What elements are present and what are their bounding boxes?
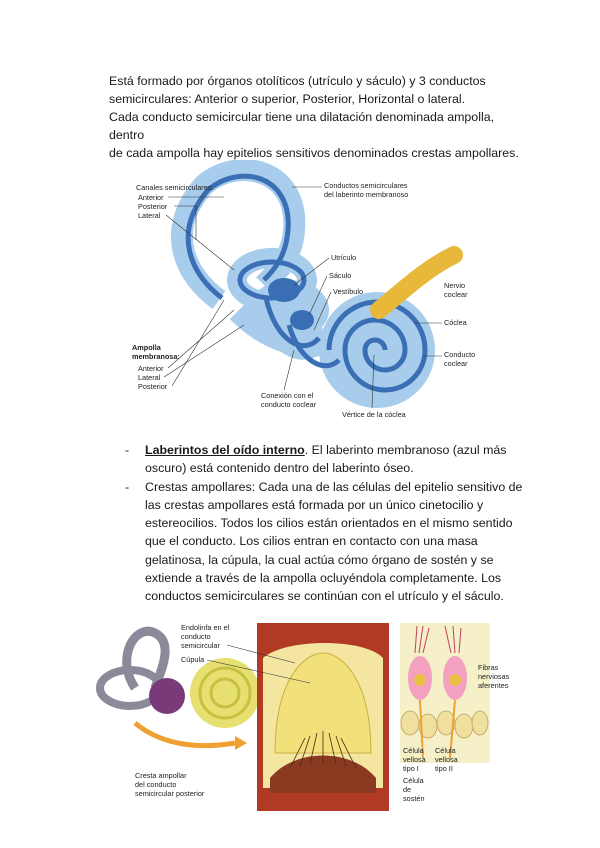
label-amp-posterior: Posterior xyxy=(138,382,168,391)
bullet-list xyxy=(125,441,525,606)
label-cupula: Cúpula xyxy=(181,655,205,664)
label-celula2-3: tipo II xyxy=(435,764,453,773)
label-celula1-3: tipo I xyxy=(403,764,419,773)
label-saculo: Sáculo xyxy=(329,271,352,280)
label-sosten-1: Célula xyxy=(403,776,424,785)
label-vertice: Vértice de la cóclea xyxy=(342,410,406,419)
label-fibras-2: nerviosas xyxy=(478,672,510,681)
bullet-laberintos xyxy=(125,441,525,478)
label-endolinfa-2: conducto xyxy=(181,632,211,641)
label-celula2-1: Célula xyxy=(435,746,456,755)
label-coclea: Cóclea xyxy=(444,318,467,327)
utricle-shape xyxy=(268,278,300,302)
bullet-laberintos-title: Laberintos del oído interno xyxy=(145,443,305,457)
label-ampolla-1: Ampolla xyxy=(132,343,161,352)
label-utriculo: Utrículo xyxy=(331,253,357,262)
label-vestibulo: Vestíbulo xyxy=(333,287,364,296)
bullet-crestas-text: Crestas ampollares: Cada una de las células del epitelio sensitivo de las crestas ampollares está formada por un único cinetocilio y estereocilios. Todos los cilios están orientados en el mismo sentido que el conducto. Los cilios entran en contacto con una masa gelatinosa, la cúpula, la cual actúa cómo órgano de sostén y se extiende a través de la ampolla ocluyéndola completamente. Los conductos semicirculares se continúan con el utrículo y el sáculo. xyxy=(145,479,523,604)
crista-figure xyxy=(95,618,515,813)
label-canal-anterior: Anterior xyxy=(138,193,164,202)
label-amp-lateral: Lateral xyxy=(138,373,161,382)
label-endolinfa-1: Endolinfa en el xyxy=(181,623,230,632)
bullet-dash: - xyxy=(125,443,130,457)
label-nervio-1: Nervio xyxy=(444,281,466,290)
small-labyrinth xyxy=(100,631,260,750)
label-conductos-1: Conductos semicirculares xyxy=(324,181,408,190)
bullet-crestas xyxy=(125,478,525,606)
label-cresta-3: semicircular posterior xyxy=(135,789,205,798)
label-sosten-3: sostén xyxy=(403,794,425,803)
intro-line-3: Cada conducto semicircular tiene una dilatación denominada ampolla, dentro xyxy=(109,110,495,142)
label-celula1-2: vellosa xyxy=(403,755,426,764)
intro-paragraph xyxy=(109,72,519,162)
label-fibras-1: Fibras xyxy=(478,663,499,672)
label-conducto-coclear-2: coclear xyxy=(444,359,468,368)
labyrinth-figure xyxy=(124,160,486,426)
label-nervio-2: coclear xyxy=(444,290,468,299)
label-conducto-coclear-1: Conducto xyxy=(444,350,476,359)
label-celula1-1: Célula xyxy=(403,746,424,755)
label-cresta-1: Cresta ampollar xyxy=(135,771,187,780)
intro-line-2: semicirculares: Anterior o superior, Posterior, Horizontal o lateral. xyxy=(109,92,466,106)
bullet-laberintos-text: . El laberinto membranoso (azul más oscuro) está contenido dentro del laberinto óseo. xyxy=(145,443,507,476)
intro-line-4: de cada ampolla hay epitelios sensitivos denominados crestas ampollares. xyxy=(109,146,519,160)
bullet-dash: - xyxy=(125,479,130,494)
labyrinth-illustration xyxy=(124,160,486,426)
saccule-shape xyxy=(290,310,314,330)
label-conexion-2: conducto coclear xyxy=(261,400,317,409)
label-sosten-2: de xyxy=(403,785,412,794)
hair-cells-section xyxy=(400,623,490,763)
label-conexion-1: Conexión con el xyxy=(261,391,314,400)
label-celula2-2: vellosa xyxy=(435,755,458,764)
label-canal-lateral: Lateral xyxy=(138,211,161,220)
label-cresta-2: del conducto xyxy=(135,780,177,789)
label-amp-anterior: Anterior xyxy=(138,364,164,373)
label-fibras-3: aferentes xyxy=(478,681,509,690)
label-canal-posterior: Posterior xyxy=(138,202,168,211)
crista-section xyxy=(257,623,389,811)
intro-line-1: Está formado por órganos otolíticos (utrículo y sáculo) y 3 conductos xyxy=(109,74,486,88)
label-conductos-2: del laberinto membranoso xyxy=(324,190,409,199)
crista-illustration xyxy=(95,618,515,813)
label-endolinfa-3: semicircular xyxy=(181,641,220,650)
label-ampolla-2: membranosa: xyxy=(132,352,180,361)
label-canales: Canales semicirculares: xyxy=(136,183,214,192)
